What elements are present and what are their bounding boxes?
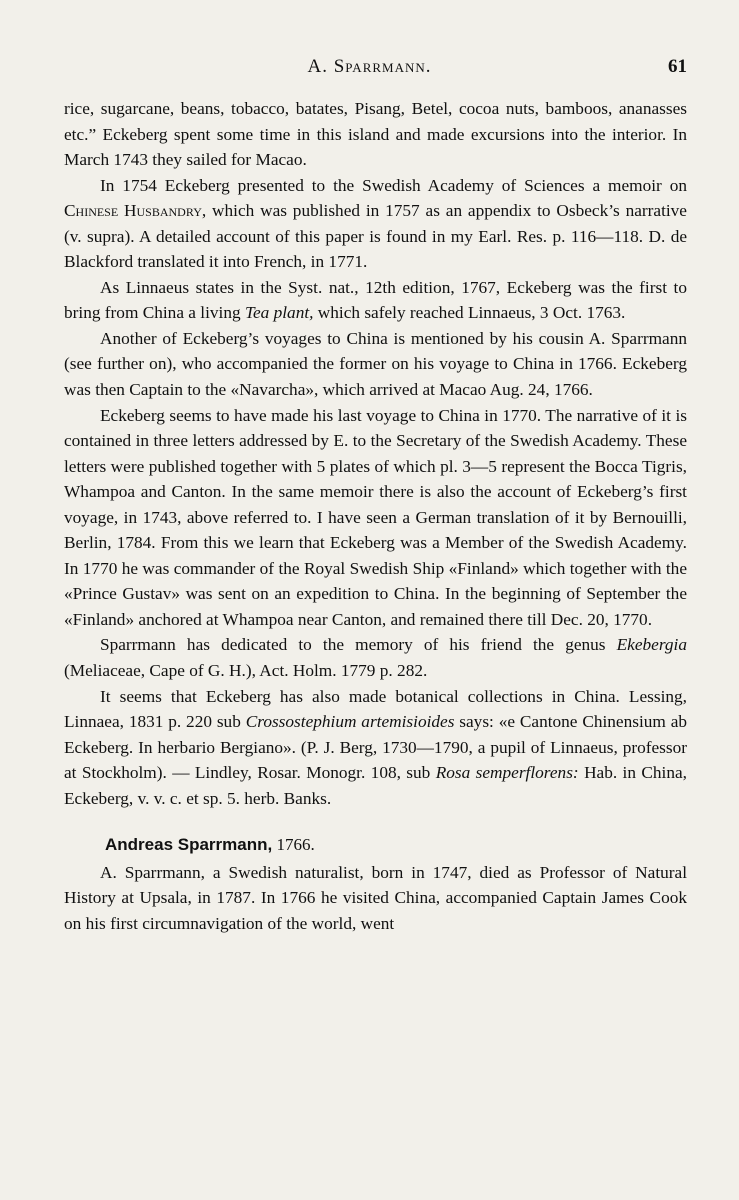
section-heading-year: 1766.: [272, 835, 315, 855]
text-run: Ekebergia: [616, 635, 687, 655]
section-paragraph-list: [64, 860, 687, 937]
paragraph: [64, 326, 687, 403]
text-run: Eckeberg seems to have made his last voyage to China in 1770. The narrative of it is contained in three letters addressed by E. to the Secretary of the Swedish Academy. These letters were published together with 5 plates of which pl. 3—5 represent the Bocca Tigris, Whampoa and Canton. In the same memoir there is also the account of Eckeberg’s first voyage, in 1743, above referred to. I have seen a German translation of it by Bernouilli, Berlin, 1784. From this we learn that Eckeberg was a Member of the Swedish Academy. In 1770 he was commander of the Royal Swedish Ship «Finland» which together with the «Prince Gustav» was sent on an expedition to China. In the beginning of September the «Finland» anchored at Whampoa near Canton, and remained there till Dec. 20, 1770.: [64, 405, 687, 629]
paragraph: [64, 96, 687, 173]
page-number: 61: [668, 56, 687, 77]
section-heading: [64, 832, 687, 858]
running-title: A. Sparrmann.: [307, 56, 432, 77]
paragraph-list: [64, 96, 687, 811]
text-run: It seems that Eckeberg has also made botanical collections in China. Lessing, Linnaea, 1831 p. 220 sub: [64, 686, 687, 732]
text-run: Another of Eckeberg’s voyages to China is mentioned by his cousin A. Sparrmann (see further on), who accompanied the former on his voyage to China in 1766. Eckeberg was then Captain to the «Navarcha», which arrived at Macao Aug. 24, 1766.: [64, 328, 687, 400]
paragraph: [64, 632, 687, 683]
paragraph: [64, 403, 687, 633]
text-run: Rosa semperflorens:: [435, 763, 579, 783]
text-run: (Meliaceae, Cape of G. H.), Act. Holm. 1779 p. 282.: [64, 661, 428, 681]
text-run: , which was published in 1757 as an appendix to Osbeck’s narrative (v. supra). A detailed account of this paper is found in my Earl. Res. p. 116—118. D. de Blackford translated it into French, in 1771.: [64, 201, 687, 272]
text-run: In 1754 Eckeberg presented to the Swedish Academy of Sciences a memoir on: [100, 175, 687, 195]
text-run: Chinese Husbandry: [64, 201, 202, 221]
section-heading-name: Andreas Sparrmann,: [105, 835, 273, 855]
text-run: rice, sugarcane, beans, tobacco, batates, Pisang, Betel, cocoa nuts, bamboos, ananasses etc.” Eckeberg spent some time in this island and made excursions into the interior. In March 1743 they sailed for Macao.: [64, 99, 687, 170]
text-run: Hab. in China, Eckeberg, v. v. c. et sp. 5. herb. Banks.: [64, 763, 687, 808]
text-run: As Linnaeus states in the Syst. nat., 12th edition, 1767, Eckeberg was the first to bring from China a living: [64, 277, 687, 323]
paragraph: [64, 684, 687, 812]
running-head: [0, 50, 739, 82]
paragraph: [64, 275, 687, 326]
text-run: Crossostephium artemisioides: [245, 712, 455, 732]
text-run: says: «e Cantone Chinensium ab Eckeberg. In herbario Bergiano». (P. J. Berg, 1730—1790, a pupil of Linnaeus, professor at Stockholm). — Lindley, Rosar. Monogr. 108, sub: [64, 712, 688, 783]
text-run: A. Sparrmann, a Swedish naturalist, born in 1747, died as Professor of Natural History at Upsala, in 1787. In 1766 he visited China, accompanied Captain James Cook on his first circumnavigation of the world, went: [64, 862, 687, 933]
paragraph: [64, 860, 687, 937]
paragraph: [64, 173, 687, 275]
text-run: Sparrmann has dedicated to the memory of his friend the genus: [100, 635, 617, 655]
text-run: which safely reached Linnaeus, 3 Oct. 1763.: [313, 303, 626, 323]
text-run: Tea plant,: [244, 303, 314, 323]
body-text: [64, 96, 687, 937]
